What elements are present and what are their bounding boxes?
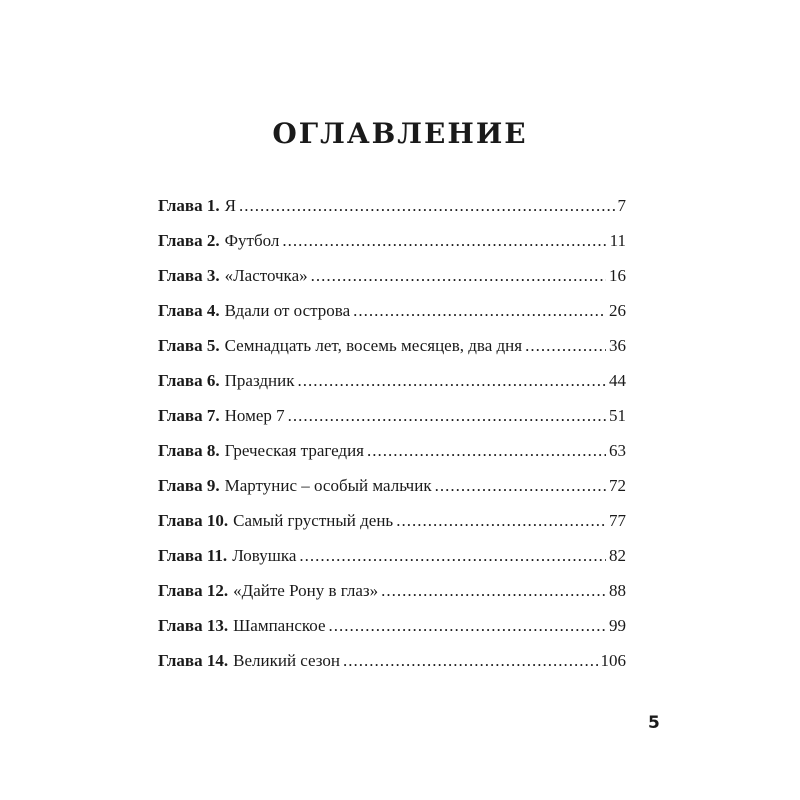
dot-leader bbox=[353, 301, 606, 321]
chapter-title: Самый грустный день bbox=[233, 511, 394, 530]
toc-entry-9[interactable] bbox=[158, 476, 626, 511]
chapter-title: «Дайте Рону в глаз» bbox=[233, 581, 379, 600]
dot-leader bbox=[396, 511, 606, 531]
chapter-title: Греческая трагедия bbox=[224, 441, 365, 460]
chapter-label: Глава 13. bbox=[158, 616, 229, 635]
toc-entry-12[interactable] bbox=[158, 581, 626, 616]
chapter-label: Глава 2. bbox=[158, 231, 220, 250]
toc-entry-4[interactable] bbox=[158, 301, 626, 336]
chapter-page: 72 bbox=[609, 476, 626, 495]
chapter-title: Вдали от острова bbox=[224, 301, 351, 320]
dot-leader bbox=[381, 581, 606, 601]
toc-entry-8[interactable] bbox=[158, 441, 626, 476]
toc-entry-3[interactable] bbox=[158, 266, 626, 301]
dot-leader bbox=[282, 231, 606, 251]
chapter-page: 44 bbox=[609, 371, 626, 390]
chapter-label: Глава 6. bbox=[158, 371, 220, 390]
chapter-label: Глава 7. bbox=[158, 406, 220, 425]
chapter-title: Великий сезон bbox=[233, 651, 341, 670]
chapter-page: 82 bbox=[609, 546, 626, 565]
chapter-page: 16 bbox=[609, 266, 626, 285]
dot-leader bbox=[311, 266, 606, 286]
chapter-page: 106 bbox=[600, 651, 626, 670]
chapter-page: 63 bbox=[609, 441, 626, 460]
toc-entry-1[interactable] bbox=[158, 196, 626, 231]
chapter-page: 88 bbox=[609, 581, 626, 600]
chapter-title: Праздник bbox=[224, 371, 295, 390]
chapter-title: Мартунис – особый мальчик bbox=[224, 476, 432, 495]
chapter-title: Ловушка bbox=[232, 546, 297, 565]
chapter-page: 77 bbox=[609, 511, 626, 530]
toc-entry-7[interactable] bbox=[158, 406, 626, 441]
chapter-label: Глава 1. bbox=[158, 196, 220, 215]
chapter-label: Глава 4. bbox=[158, 301, 220, 320]
toc-entry-14[interactable] bbox=[158, 651, 626, 686]
dot-leader bbox=[525, 336, 606, 356]
toc-entry-6[interactable] bbox=[158, 371, 626, 406]
chapter-page: 11 bbox=[609, 231, 626, 250]
toc-entry-13[interactable] bbox=[158, 616, 626, 651]
toc-entry-2[interactable] bbox=[158, 231, 626, 266]
chapter-label: Глава 8. bbox=[158, 441, 220, 460]
dot-leader bbox=[297, 371, 606, 391]
dot-leader bbox=[299, 546, 606, 566]
dot-leader bbox=[288, 406, 606, 426]
chapter-title: Номер 7 bbox=[224, 406, 285, 425]
chapter-label: Глава 12. bbox=[158, 581, 229, 600]
toc-entry-5[interactable] bbox=[158, 336, 626, 371]
chapter-title: «Ласточка» bbox=[224, 266, 308, 285]
page-number: 5 bbox=[648, 713, 660, 733]
table-of-contents bbox=[158, 196, 626, 686]
chapter-title: Семнадцать лет, восемь месяцев, два дня bbox=[224, 336, 523, 355]
chapter-title: Я bbox=[224, 196, 236, 215]
toc-entry-11[interactable] bbox=[158, 546, 626, 581]
dot-leader bbox=[239, 196, 615, 216]
dot-leader bbox=[329, 616, 606, 636]
dot-leader bbox=[367, 441, 606, 461]
dot-leader bbox=[435, 476, 606, 496]
chapter-page: 26 bbox=[609, 301, 626, 320]
chapter-label: Глава 14. bbox=[158, 651, 229, 670]
toc-entry-10[interactable] bbox=[158, 511, 626, 546]
chapter-page: 99 bbox=[609, 616, 626, 635]
chapter-page: 36 bbox=[609, 336, 626, 355]
chapter-label: Глава 5. bbox=[158, 336, 220, 355]
chapter-page: 7 bbox=[617, 196, 626, 215]
dot-leader bbox=[343, 651, 597, 671]
chapter-page: 51 bbox=[609, 406, 626, 425]
chapter-label: Глава 10. bbox=[158, 511, 229, 530]
page-title: ОГЛАВЛЕНИЕ bbox=[272, 117, 528, 150]
chapter-label: Глава 3. bbox=[158, 266, 220, 285]
chapter-title: Футбол bbox=[224, 231, 280, 250]
chapter-label: Глава 11. bbox=[158, 546, 228, 565]
chapter-title: Шампанское bbox=[233, 616, 326, 635]
chapter-label: Глава 9. bbox=[158, 476, 220, 495]
